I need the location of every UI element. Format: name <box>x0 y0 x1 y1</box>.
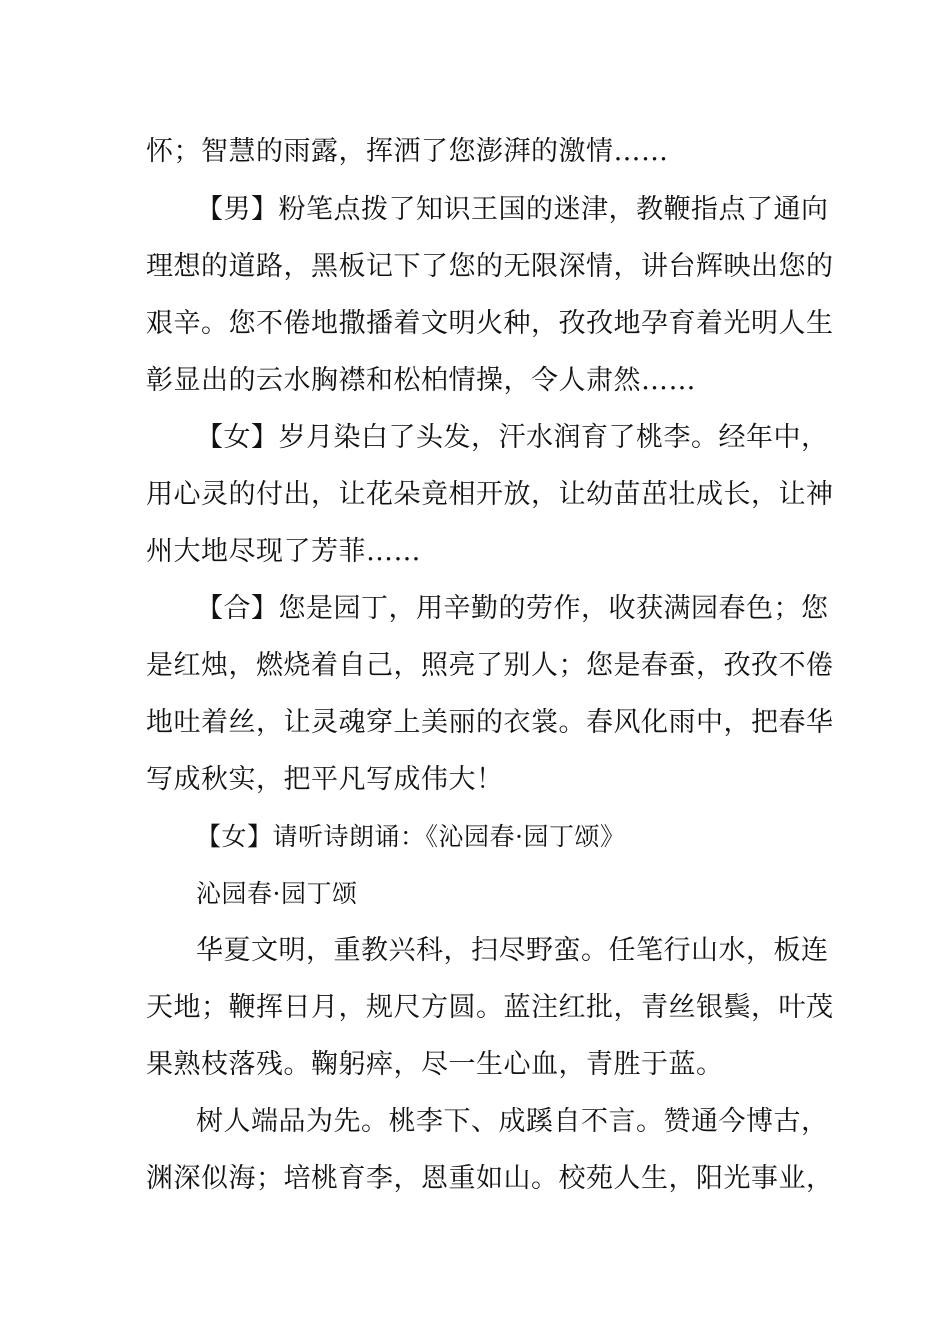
text-line-4: 艰辛。您不倦地撒播着文明火种，孜孜地孕育着光明人生 <box>146 308 834 339</box>
text-line-13: 【女】请听诗朗诵：《沁园春·园丁颂》 <box>196 822 626 851</box>
text-line-2: 【男】粉笔点拨了知识王国的迷津，教鞭指点了通向 <box>196 194 829 225</box>
text-line-9: 【合】您是园丁，用辛勤的劳作，收获满园春色；您 <box>196 593 829 624</box>
text-line-5: 彰显出的云水胸襟和松柏情操，令人肃然…… <box>146 365 696 396</box>
text-line-15: 华夏文明，重教兴科，扫尽野蛮。任笔行山水，板连 <box>196 935 829 966</box>
poem-title: 沁园春·园丁颂 <box>196 879 358 908</box>
text-line-1: 怀；智慧的雨露，挥洒了您澎湃的激情…… <box>146 136 669 167</box>
text-line-17: 果熟枝落残。鞠躬瘁，尽一生心血，青胜于蓝。 <box>146 1049 724 1080</box>
text-line-3: 理想的道路，黑板记下了您的无限深情，讲台辉映出您的 <box>146 251 834 282</box>
text-line-16: 天地；鞭挥日月，规尺方圆。蓝注红批，青丝银鬓，叶茂 <box>146 992 834 1023</box>
text-line-8: 州大地尽现了芳菲…… <box>146 536 421 567</box>
text-line-10: 是红烛，燃烧着自己，照亮了别人；您是春蚕，孜孜不倦 <box>146 650 834 681</box>
text-line-11: 地吐着丝，让灵魂穿上美丽的衣裳。春风化雨中，把春华 <box>146 707 834 738</box>
text-line-6: 【女】岁月染白了头发，汗水润育了桃李。经年中， <box>196 422 829 453</box>
text-line-19: 渊深似海；培桃育李，恩重如山。校苑人生，阳光事业， <box>146 1163 834 1194</box>
text-line-18: 树人端品为先。桃李下、成蹊自不言。赞通今博古， <box>196 1106 829 1137</box>
text-line-7: 用心灵的付出，让花朵竟相开放，让幼苗茁壮成长，让神 <box>146 479 834 510</box>
text-line-12: 写成秋实，把平凡写成伟大！ <box>146 764 504 795</box>
